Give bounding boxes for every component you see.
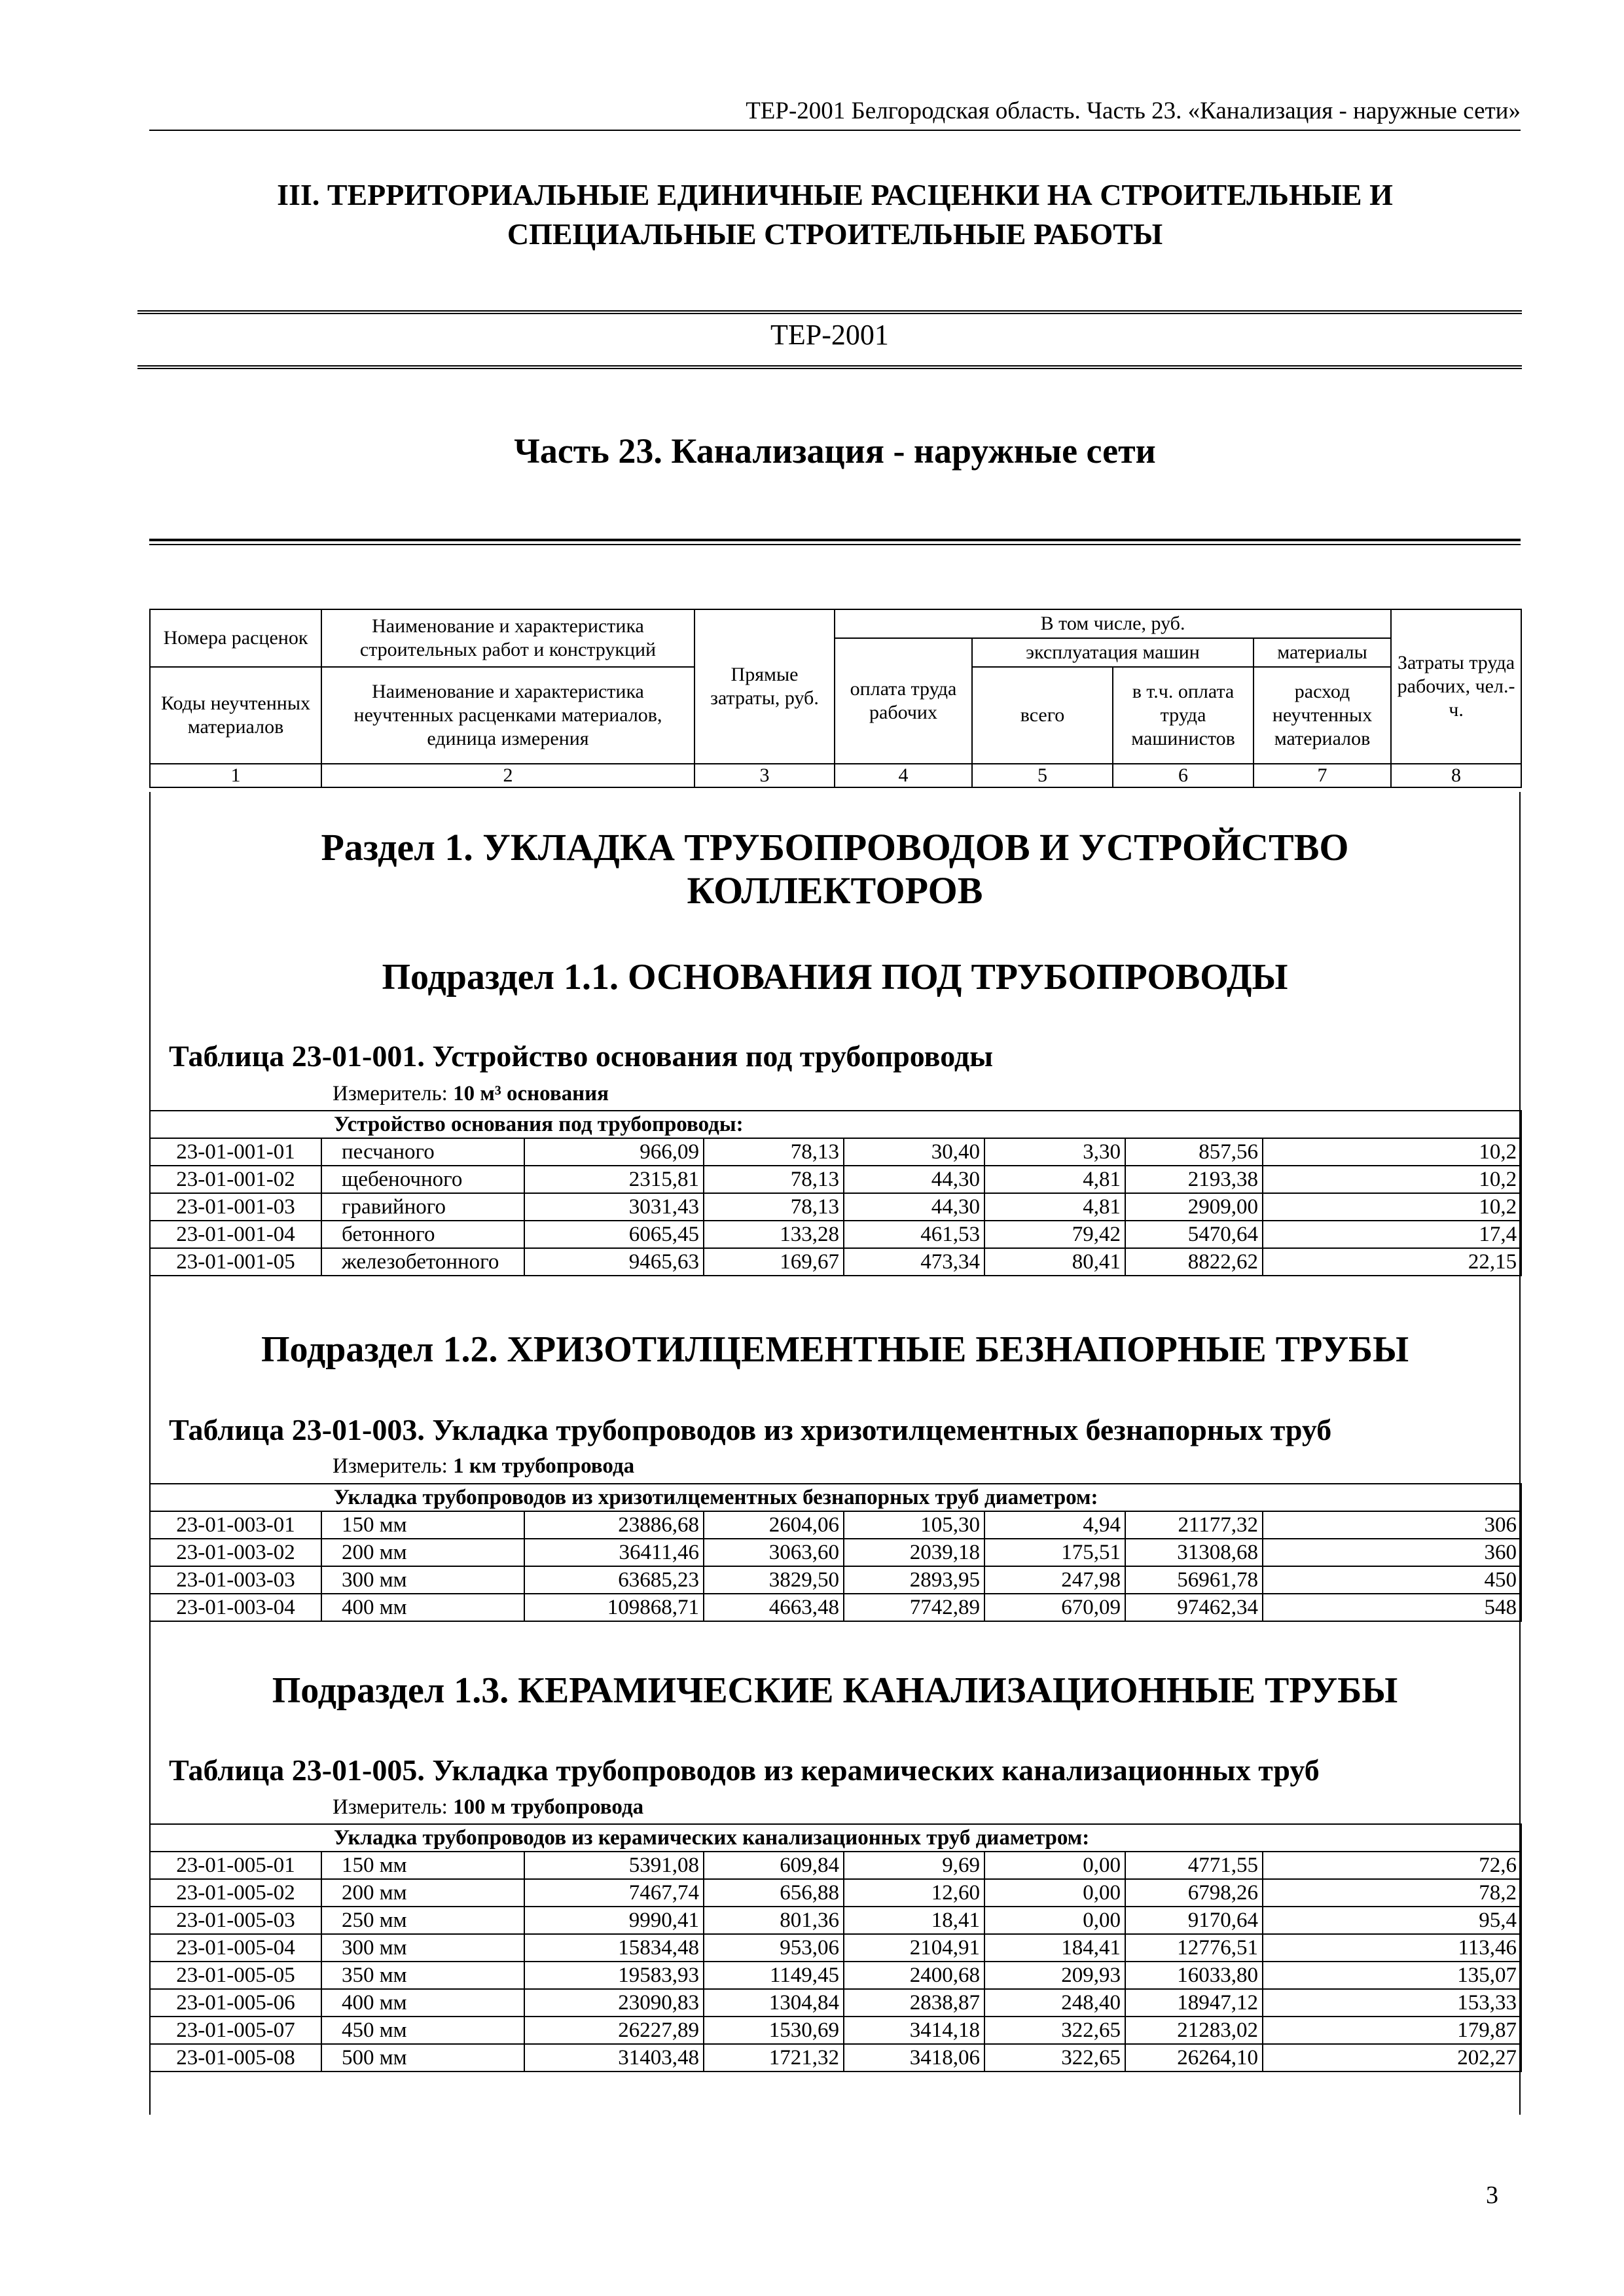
- table-header: [149, 609, 1522, 788]
- labor-hours: 135,07: [1263, 1962, 1521, 1989]
- measure-label: Измеритель:: [333, 1454, 454, 1478]
- operator-pay: 175,51: [984, 1539, 1125, 1566]
- machines-total: 2893,95: [844, 1566, 984, 1594]
- materials-cost: 31308,68: [1125, 1539, 1263, 1566]
- machines-total: 473,34: [844, 1248, 984, 1276]
- worker-pay: 78,13: [704, 1138, 844, 1166]
- materials-cost: 2193,38: [1125, 1166, 1263, 1193]
- operator-pay: 3,30: [984, 1138, 1125, 1166]
- table-row: [150, 1166, 1521, 1193]
- direct-costs: 31403,48: [524, 2044, 704, 2072]
- labor-hours: 72,6: [1263, 1852, 1521, 1879]
- worker-pay: 2604,06: [704, 1511, 844, 1539]
- column-number: 3: [695, 764, 835, 787]
- machines-total: 2039,18: [844, 1539, 984, 1566]
- table-row: [150, 1566, 1521, 1594]
- measure-value: 100 м трубопровода: [453, 1795, 644, 1819]
- operator-pay: 248,40: [984, 1989, 1125, 2017]
- header-materials: материалы: [1254, 638, 1391, 667]
- worker-pay: 609,84: [704, 1852, 844, 1879]
- rate-code: 23-01-005-07: [150, 2017, 321, 2044]
- rate-code: 23-01-001-02: [150, 1166, 321, 1193]
- header-including: В том числе, руб.: [835, 609, 1391, 638]
- subsection-title: Подраздел 1.3. КЕРАМИЧЕСКИЕ КАНАЛИЗАЦИОННЫЕ ТРУБЫ: [272, 1670, 1398, 1711]
- machines-total: 44,30: [844, 1166, 984, 1193]
- materials-cost: 18947,12: [1125, 1989, 1263, 2017]
- main-title-line1: III. ТЕРРИТОРИАЛЬНЫЕ ЕДИНИЧНЫЕ РАСЦЕНКИ НА СТРОИТЕЛЬНЫЕ И: [277, 178, 1393, 211]
- labor-hours: 95,4: [1263, 1907, 1521, 1934]
- operator-pay: 322,65: [984, 2044, 1125, 2072]
- direct-costs: 109868,71: [524, 1594, 704, 1621]
- table-row: [150, 1907, 1521, 1934]
- measure-label: Измеритель:: [333, 1795, 454, 1819]
- header-work-name: Наименование и характеристика строительных работ и конструкций: [321, 609, 695, 667]
- table-row: [150, 1511, 1521, 1539]
- rate-code: 23-01-001-01: [150, 1138, 321, 1166]
- work-description: 450 мм: [321, 2017, 524, 2044]
- machines-total: 9,69: [844, 1852, 984, 1879]
- work-description: 500 мм: [321, 2044, 524, 2072]
- table-row: [150, 1594, 1521, 1621]
- operator-pay: 0,00: [984, 1879, 1125, 1907]
- machines-total: 2838,87: [844, 1989, 984, 2017]
- machines-total: 2104,91: [844, 1934, 984, 1962]
- measure-unit: [333, 1081, 609, 1107]
- direct-costs: 36411,46: [524, 1539, 704, 1566]
- worker-pay: 1304,84: [704, 1989, 844, 2017]
- table-row: [150, 1879, 1521, 1907]
- work-description: 200 мм: [321, 1879, 524, 1907]
- worker-pay: 1149,45: [704, 1962, 844, 1989]
- materials-cost: 21177,32: [1125, 1511, 1263, 1539]
- table-row: [150, 1138, 1521, 1166]
- table-title: Таблица 23-01-005. Укладка трубопроводов из керамических канализационных труб: [169, 1753, 1320, 1787]
- table-row: [150, 1852, 1521, 1879]
- worker-pay: 3063,60: [704, 1539, 844, 1566]
- operator-pay: 184,41: [984, 1934, 1125, 1962]
- header-direct-costs: Прямые затраты, руб.: [695, 609, 835, 764]
- work-description: 150 мм: [321, 1511, 524, 1539]
- labor-hours: 360: [1263, 1539, 1521, 1566]
- rate-code: 23-01-001-04: [150, 1221, 321, 1248]
- column-number: 6: [1113, 764, 1254, 787]
- group-header-row: [150, 1111, 1521, 1138]
- work-description: бетонного: [321, 1221, 524, 1248]
- direct-costs: 9465,63: [524, 1248, 704, 1276]
- machines-total: 3414,18: [844, 2017, 984, 2044]
- header-operator-pay: в т.ч. оплата труда машинистов: [1113, 667, 1254, 764]
- header-material-name: Наименование и характеристика неучтенных расценками материалов, единица измерения: [321, 667, 695, 764]
- subsection-title: Подраздел 1.2. ХРИЗОТИЛЦЕМЕНТНЫЕ БЕЗНАПОРНЫЕ ТРУБЫ: [261, 1329, 1409, 1370]
- section-title: [149, 826, 1521, 912]
- direct-costs: 3031,43: [524, 1193, 704, 1221]
- work-description: 300 мм: [321, 1566, 524, 1594]
- operator-pay: 322,65: [984, 2017, 1125, 2044]
- rate-code: 23-01-005-03: [150, 1907, 321, 1934]
- machines-total: 3418,06: [844, 2044, 984, 2072]
- operator-pay: 0,00: [984, 1907, 1125, 1934]
- operator-pay: 4,94: [984, 1511, 1125, 1539]
- labor-hours: 202,27: [1263, 2044, 1521, 2072]
- worker-pay: 1530,69: [704, 2017, 844, 2044]
- materials-cost: 6798,26: [1125, 1879, 1263, 1907]
- materials-cost: 9170,64: [1125, 1907, 1263, 1934]
- table-title: Таблица 23-01-003. Укладка трубопроводов из хризотилцементных безнапорных труб: [169, 1413, 1332, 1446]
- group-header: Укладка трубопроводов из керамических канализационных труб диаметром:: [150, 1824, 1521, 1852]
- rate-code: 23-01-003-04: [150, 1594, 321, 1621]
- page-number: 3: [1486, 2181, 1498, 2209]
- worker-pay: 133,28: [704, 1221, 844, 1248]
- materials-cost: 4771,55: [1125, 1852, 1263, 1879]
- operator-pay: 80,41: [984, 1248, 1125, 1276]
- worker-pay: 4663,48: [704, 1594, 844, 1621]
- operator-pay: 4,81: [984, 1166, 1125, 1193]
- measure-unit: [333, 1794, 643, 1820]
- labor-hours: 450: [1263, 1566, 1521, 1594]
- worker-pay: 169,67: [704, 1248, 844, 1276]
- materials-cost: 26264,10: [1125, 2044, 1263, 2072]
- measure-value: 1 км трубопровода: [453, 1454, 635, 1478]
- materials-cost: 21283,02: [1125, 2017, 1263, 2044]
- rate-code: 23-01-005-06: [150, 1989, 321, 2017]
- labor-hours: 10,2: [1263, 1138, 1521, 1166]
- direct-costs: 9990,41: [524, 1907, 704, 1934]
- column-number: 7: [1254, 764, 1391, 787]
- worker-pay: 656,88: [704, 1879, 844, 1907]
- direct-costs: 5391,08: [524, 1852, 704, 1879]
- direct-costs: 26227,89: [524, 2017, 704, 2044]
- labor-hours: 179,87: [1263, 2017, 1521, 2044]
- work-description: 150 мм: [321, 1852, 524, 1879]
- worker-pay: 953,06: [704, 1934, 844, 1962]
- labor-hours: 306: [1263, 1511, 1521, 1539]
- rate-code: 23-01-005-01: [150, 1852, 321, 1879]
- labor-hours: 78,2: [1263, 1879, 1521, 1907]
- labor-hours: 17,4: [1263, 1221, 1521, 1248]
- rate-code: 23-01-003-02: [150, 1539, 321, 1566]
- column-number: 5: [972, 764, 1113, 787]
- materials-cost: 97462,34: [1125, 1594, 1263, 1621]
- header-rate-numbers: Номера расценок: [150, 609, 321, 667]
- divider-rule: [149, 539, 1521, 545]
- column-number: 1: [150, 764, 321, 787]
- work-description: 200 мм: [321, 1539, 524, 1566]
- work-description: 250 мм: [321, 1907, 524, 1934]
- group-header: Укладка трубопроводов из хризотилцементных безнапорных труб диаметром:: [150, 1484, 1521, 1511]
- work-description: 400 мм: [321, 1989, 524, 2017]
- machines-total: 461,53: [844, 1221, 984, 1248]
- column-number: 2: [321, 764, 695, 787]
- table-row: [150, 2044, 1521, 2072]
- operator-pay: 0,00: [984, 1852, 1125, 1879]
- rates-table: [149, 1483, 1522, 1622]
- materials-cost: 2909,00: [1125, 1193, 1263, 1221]
- machines-total: 105,30: [844, 1511, 984, 1539]
- work-description: 400 мм: [321, 1594, 524, 1621]
- ter-label: ТЕР-2001: [770, 319, 889, 351]
- column-number: 8: [1391, 764, 1521, 787]
- direct-costs: 6065,45: [524, 1221, 704, 1248]
- section-title-line2: КОЛЛЕКТОРОВ: [687, 869, 983, 912]
- operator-pay: 670,09: [984, 1594, 1125, 1621]
- direct-costs: 15834,48: [524, 1934, 704, 1962]
- labor-hours: 22,15: [1263, 1248, 1521, 1276]
- materials-cost: 56961,78: [1125, 1566, 1263, 1594]
- rate-code: 23-01-003-03: [150, 1566, 321, 1594]
- table-row: [150, 1962, 1521, 1989]
- measure-value: 10 м³ основания: [453, 1082, 609, 1105]
- direct-costs: 63685,23: [524, 1566, 704, 1594]
- materials-cost: 8822,62: [1125, 1248, 1263, 1276]
- materials-cost: 5470,64: [1125, 1221, 1263, 1248]
- rates-table: [149, 1110, 1522, 1276]
- operator-pay: 4,81: [984, 1193, 1125, 1221]
- machines-total: 44,30: [844, 1193, 984, 1221]
- direct-costs: 23090,83: [524, 1989, 704, 2017]
- worker-pay: 78,13: [704, 1193, 844, 1221]
- rate-code: 23-01-005-08: [150, 2044, 321, 2072]
- machines-total: 30,40: [844, 1138, 984, 1166]
- worker-pay: 3829,50: [704, 1566, 844, 1594]
- table-row: [150, 1193, 1521, 1221]
- header-unaccounted-materials: расход неучтенных материалов: [1254, 667, 1391, 764]
- group-header: Устройство основания под трубопроводы:: [150, 1111, 1521, 1138]
- work-description: 350 мм: [321, 1962, 524, 1989]
- running-header: ТЕР-2001 Белгородская область. Часть 23. «Канализация - наружные сети»: [149, 96, 1521, 131]
- group-header-row: [150, 1484, 1521, 1511]
- table-title: Таблица 23-01-001. Устройство основания под трубопроводы: [169, 1039, 994, 1073]
- operator-pay: 79,42: [984, 1221, 1125, 1248]
- worker-pay: 78,13: [704, 1166, 844, 1193]
- table-row: [150, 1221, 1521, 1248]
- section-title-line1: Раздел 1. УКЛАДКА ТРУБОПРОВОДОВ И УСТРОЙСТВО: [321, 826, 1349, 869]
- rate-code: 23-01-005-04: [150, 1934, 321, 1962]
- measure-label: Измеритель:: [333, 1082, 454, 1105]
- labor-hours: 548: [1263, 1594, 1521, 1621]
- table-row: [150, 1539, 1521, 1566]
- labor-hours: 153,33: [1263, 1989, 1521, 2017]
- measure-unit: [333, 1453, 634, 1479]
- machines-total: 7742,89: [844, 1594, 984, 1621]
- rates-table: [149, 1823, 1522, 2072]
- direct-costs: 966,09: [524, 1138, 704, 1166]
- table-row: [150, 1934, 1521, 1962]
- rate-code: 23-01-003-01: [150, 1511, 321, 1539]
- main-title-line2: СПЕЦИАЛЬНЫЕ СТРОИТЕЛЬНЫЕ РАБОТЫ: [507, 217, 1163, 251]
- header-labor-hours: Затраты труда рабочих, чел.-ч.: [1391, 609, 1521, 764]
- work-description: гравийного: [321, 1193, 524, 1221]
- column-numbers-row: [150, 764, 1521, 787]
- worker-pay: 801,36: [704, 1907, 844, 1934]
- header-worker-pay: оплата труда рабочих: [835, 638, 972, 764]
- worker-pay: 1721,32: [704, 2044, 844, 2072]
- machines-total: 18,41: [844, 1907, 984, 1934]
- direct-costs: 2315,81: [524, 1166, 704, 1193]
- header-machines-total: всего: [972, 667, 1113, 764]
- rate-code: 23-01-001-05: [150, 1248, 321, 1276]
- ter-banner: [137, 310, 1522, 369]
- rate-code: 23-01-001-03: [150, 1193, 321, 1221]
- work-description: железобетонного: [321, 1248, 524, 1276]
- labor-hours: 10,2: [1263, 1166, 1521, 1193]
- direct-costs: 23886,68: [524, 1511, 704, 1539]
- rate-code: 23-01-005-05: [150, 1962, 321, 1989]
- materials-cost: 16033,80: [1125, 1962, 1263, 1989]
- subsection-title: Подраздел 1.1. ОСНОВАНИЯ ПОД ТРУБОПРОВОДЫ: [382, 957, 1288, 997]
- header-machine-operation: эксплуатация машин: [972, 638, 1254, 667]
- part-title: Часть 23. Канализация - наружные сети: [514, 431, 1156, 471]
- rate-code: 23-01-005-02: [150, 1879, 321, 1907]
- operator-pay: 209,93: [984, 1962, 1125, 1989]
- labor-hours: 10,2: [1263, 1193, 1521, 1221]
- table-row: [150, 1248, 1521, 1276]
- machines-total: 12,60: [844, 1879, 984, 1907]
- labor-hours: 113,46: [1263, 1934, 1521, 1962]
- work-description: песчаного: [321, 1138, 524, 1166]
- group-header-row: [150, 1824, 1521, 1852]
- operator-pay: 247,98: [984, 1566, 1125, 1594]
- materials-cost: 857,56: [1125, 1138, 1263, 1166]
- materials-cost: 12776,51: [1125, 1934, 1263, 1962]
- header-material-codes: Коды неучтенных материалов: [150, 667, 321, 764]
- machines-total: 2400,68: [844, 1962, 984, 1989]
- work-description: щебеночного: [321, 1166, 524, 1193]
- direct-costs: 7467,74: [524, 1879, 704, 1907]
- table-row: [150, 1989, 1521, 2017]
- table-row: [150, 2017, 1521, 2044]
- main-title: [149, 175, 1521, 254]
- direct-costs: 19583,93: [524, 1962, 704, 1989]
- column-number: 4: [835, 764, 972, 787]
- work-description: 300 мм: [321, 1934, 524, 1962]
